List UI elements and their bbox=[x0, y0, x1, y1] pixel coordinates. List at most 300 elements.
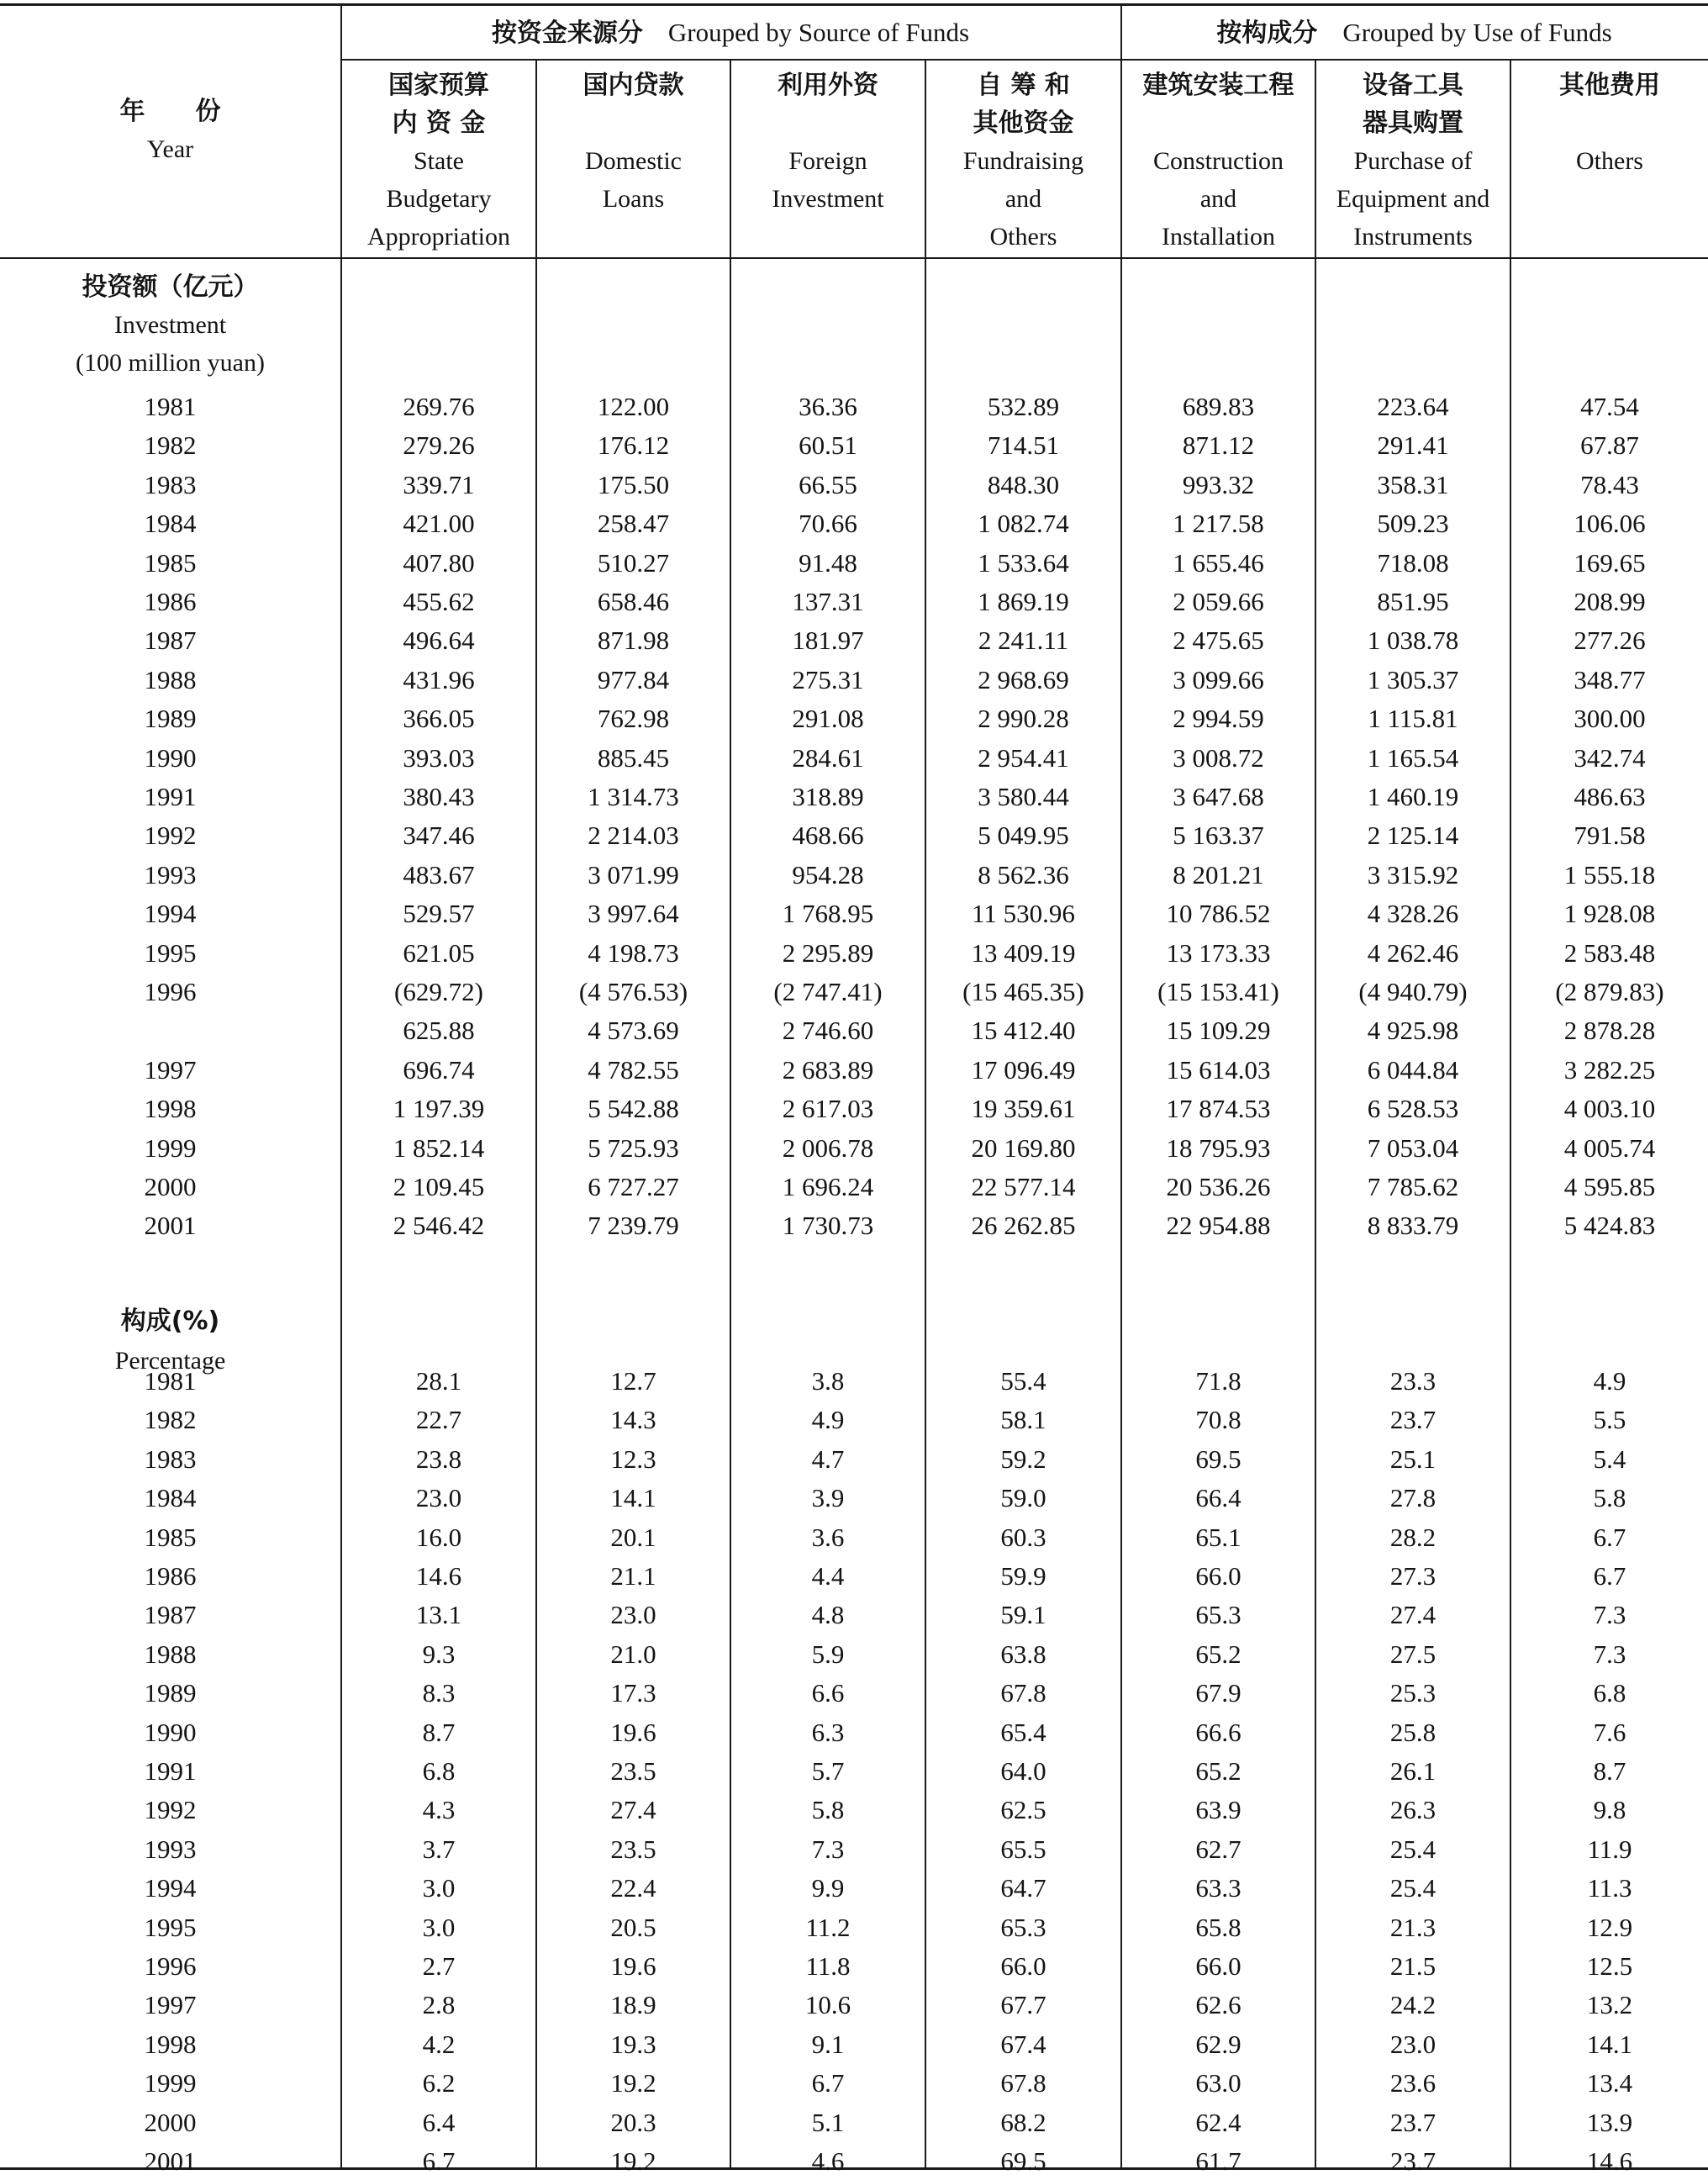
table-cell: 23.5 bbox=[610, 1834, 656, 1864]
table-cell: 2 968.69 bbox=[978, 664, 1069, 694]
table-cell: 5 049.95 bbox=[978, 821, 1069, 851]
table-cell: 66.0 bbox=[1195, 1561, 1241, 1591]
table-cell: 26 262.85 bbox=[971, 1211, 1076, 1241]
column-header-en: Equipment and bbox=[1336, 185, 1490, 213]
table-cell: 284.61 bbox=[792, 742, 864, 773]
table-cell: 15 109.29 bbox=[1166, 1016, 1271, 1046]
row-year: 1990 bbox=[144, 1717, 197, 1747]
table-cell: 339.71 bbox=[403, 469, 475, 499]
table-cell: 13.4 bbox=[1586, 2068, 1633, 2098]
table-cell: 2 683.89 bbox=[782, 1054, 874, 1085]
table-cell: 65.5 bbox=[1000, 1834, 1046, 1864]
table-cell: 25.8 bbox=[1389, 1717, 1437, 1747]
row-year: 2000 bbox=[144, 2107, 197, 2137]
table-cell: 1 038.78 bbox=[1367, 625, 1459, 656]
table-cell: 20.5 bbox=[610, 1912, 656, 1942]
row-year: 1997 bbox=[144, 1990, 197, 2020]
row-year: 1986 bbox=[144, 1561, 197, 1591]
table-cell: 421.00 bbox=[403, 509, 475, 539]
group-header-rule bbox=[340, 59, 1708, 61]
table-cell: 25.4 bbox=[1389, 1834, 1437, 1864]
table-cell: 6.2 bbox=[422, 2068, 456, 2098]
table-cell: 14.3 bbox=[610, 1405, 656, 1435]
table-cell: 1 197.39 bbox=[393, 1094, 485, 1124]
table-cell: 55.4 bbox=[1000, 1366, 1046, 1396]
column-header-zh: 自 筹 和 bbox=[977, 71, 1070, 100]
table-cell: 7 053.04 bbox=[1367, 1132, 1459, 1163]
table-cell: 28.1 bbox=[415, 1366, 462, 1396]
table-cell: 11.9 bbox=[1587, 1834, 1632, 1864]
table-cell: 658.46 bbox=[597, 587, 670, 616]
table-cell: 15 412.40 bbox=[971, 1016, 1076, 1046]
row-year: 1983 bbox=[144, 1444, 197, 1474]
table-cell: 1 869.19 bbox=[978, 587, 1069, 616]
table-cell: 5.5 bbox=[1593, 1405, 1626, 1435]
table-cell: 5 725.93 bbox=[588, 1132, 679, 1163]
table-cell: 8 201.21 bbox=[1173, 859, 1264, 889]
table-cell: 885.45 bbox=[597, 742, 670, 773]
table-cell: 3 071.99 bbox=[588, 859, 679, 889]
table-cell: 67.8 bbox=[1000, 1678, 1046, 1708]
table-cell: 2 990.28 bbox=[978, 704, 1069, 734]
column-header-zh: 内 资 金 bbox=[392, 108, 486, 138]
table-cell: 1 768.95 bbox=[782, 899, 874, 929]
table-cell: 13.2 bbox=[1586, 1990, 1633, 2020]
table-cell: 5.8 bbox=[811, 1795, 845, 1825]
table-cell: 62.5 bbox=[1000, 1795, 1046, 1825]
header-bottom-rule bbox=[0, 257, 1708, 259]
table-cell: 366.05 bbox=[403, 704, 475, 734]
table-cell: 3 315.92 bbox=[1367, 859, 1459, 889]
row-year: 1986 bbox=[144, 587, 197, 616]
table-cell: 977.84 bbox=[597, 664, 670, 694]
table-cell: 26.1 bbox=[1389, 1756, 1437, 1786]
table-cell: 65.2 bbox=[1195, 1756, 1241, 1786]
table-cell: 5 424.83 bbox=[1563, 1211, 1656, 1241]
row-year: 1993 bbox=[144, 1834, 197, 1864]
table-cell: 64.7 bbox=[1000, 1873, 1046, 1903]
row-year: 1992 bbox=[144, 1795, 197, 1825]
table-cell: 300.00 bbox=[1574, 704, 1646, 734]
group-header-zh: 按构成分 bbox=[1216, 18, 1318, 48]
table-cell: 27.5 bbox=[1389, 1639, 1437, 1669]
table-cell: 347.46 bbox=[403, 821, 475, 851]
table-cell: 3.7 bbox=[422, 1834, 456, 1864]
section-title-zh: 投资额（亿元） bbox=[82, 272, 259, 302]
table-cell: 68.2 bbox=[1000, 2107, 1046, 2137]
column-header-en: Instruments bbox=[1353, 223, 1473, 251]
table-cell: 65.2 bbox=[1195, 1639, 1241, 1669]
column-header-en: Fundraising bbox=[962, 147, 1084, 175]
table-cell: 23.6 bbox=[1389, 2068, 1437, 2098]
table-cell: 176.12 bbox=[597, 430, 670, 461]
table-cell: 2 295.89 bbox=[782, 937, 874, 968]
table-cell: (15 153.41) bbox=[1157, 977, 1279, 1006]
table-cell: 8 833.79 bbox=[1367, 1211, 1459, 1241]
table-top-rule bbox=[0, 3, 1708, 6]
column-header-zh: 设备工具 bbox=[1363, 71, 1463, 100]
row-year: 1982 bbox=[144, 1405, 197, 1435]
table-cell: 4.2 bbox=[422, 2029, 456, 2059]
column-header-zh: 建筑安装工程 bbox=[1142, 71, 1294, 100]
table-cell: 4.6 bbox=[811, 2146, 845, 2176]
row-year: 1981 bbox=[144, 392, 197, 421]
row-year: 2001 bbox=[144, 2146, 197, 2176]
table-cell: 6.7 bbox=[1593, 1522, 1626, 1552]
table-cell: 7.3 bbox=[1593, 1639, 1626, 1669]
column-header-en: Installation bbox=[1162, 223, 1275, 251]
table-cell: 19.2 bbox=[610, 2146, 656, 2176]
table-cell: 64.0 bbox=[1000, 1756, 1046, 1786]
table-cell: 21.5 bbox=[1389, 1951, 1437, 1981]
table-cell: 17 874.53 bbox=[1166, 1094, 1271, 1124]
table-cell: 9.9 bbox=[811, 1873, 845, 1903]
table-cell: 358.31 bbox=[1377, 469, 1449, 499]
table-cell: 9.1 bbox=[811, 2029, 845, 2059]
table-cell: 510.27 bbox=[597, 547, 670, 578]
row-year: 1987 bbox=[144, 1600, 197, 1630]
table-cell: 4 595.85 bbox=[1563, 1172, 1656, 1201]
row-year: 1998 bbox=[144, 2029, 197, 2059]
table-cell: 848.30 bbox=[987, 469, 1060, 499]
table-cell: 2 954.41 bbox=[978, 742, 1069, 773]
table-cell: 5 163.37 bbox=[1173, 821, 1264, 851]
table-cell: 67.9 bbox=[1195, 1678, 1241, 1708]
row-year: 1995 bbox=[144, 937, 197, 968]
table-cell: 2 746.60 bbox=[782, 1016, 874, 1046]
table-cell: 22.7 bbox=[415, 1405, 462, 1435]
table-cell: 62.6 bbox=[1195, 1990, 1241, 2020]
table-cell: 1 314.73 bbox=[588, 782, 679, 811]
table-cell: 67.8 bbox=[1000, 2068, 1046, 2098]
column-header-en: Others bbox=[989, 223, 1057, 251]
table-cell: 21.0 bbox=[610, 1639, 656, 1669]
table-cell: 26.3 bbox=[1389, 1795, 1437, 1825]
table-cell: 4.7 bbox=[811, 1444, 845, 1474]
table-cell: 25.4 bbox=[1389, 1873, 1437, 1903]
table-cell: 762.98 bbox=[597, 704, 670, 734]
table-cell: 69.5 bbox=[1195, 1444, 1241, 1474]
table-cell: 4.4 bbox=[811, 1561, 845, 1591]
table-cell: 4 925.98 bbox=[1367, 1016, 1459, 1046]
table-cell: 2 583.48 bbox=[1563, 937, 1656, 968]
table-cell: 169.65 bbox=[1574, 547, 1646, 578]
table-cell: 61.7 bbox=[1195, 2146, 1241, 2176]
row-year: 1995 bbox=[144, 1912, 197, 1942]
column-header-en: Budgetary bbox=[386, 185, 492, 213]
row-year: 1994 bbox=[144, 1873, 197, 1903]
table-cell: 13.9 bbox=[1586, 2107, 1633, 2137]
table-cell: 59.1 bbox=[1000, 1600, 1046, 1630]
table-cell: 27.4 bbox=[610, 1795, 656, 1825]
table-cell: 6.3 bbox=[811, 1717, 845, 1747]
table-cell: 25.1 bbox=[1389, 1444, 1437, 1474]
table-cell: 12.5 bbox=[1586, 1951, 1633, 1981]
row-year: 1997 bbox=[144, 1054, 197, 1085]
row-year: 2001 bbox=[144, 1211, 197, 1241]
table-cell: 1 928.08 bbox=[1563, 899, 1656, 929]
table-cell: 342.74 bbox=[1574, 742, 1646, 773]
table-cell: 532.89 bbox=[987, 392, 1060, 421]
table-cell: 5.4 bbox=[1593, 1444, 1626, 1474]
table-cell: 60.3 bbox=[1000, 1522, 1046, 1552]
table-cell: 8.3 bbox=[422, 1678, 456, 1708]
column-header-en: Construction bbox=[1153, 147, 1284, 175]
table-cell: 19.3 bbox=[610, 2029, 656, 2059]
table-cell: 4 328.26 bbox=[1367, 899, 1459, 929]
table-cell: 5 542.88 bbox=[588, 1094, 679, 1124]
column-header-en: Domestic bbox=[585, 147, 682, 175]
table-cell: 11.2 bbox=[805, 1912, 851, 1942]
row-year: 1981 bbox=[144, 1366, 197, 1396]
table-cell: 851.95 bbox=[1377, 587, 1449, 616]
table-cell: 78.43 bbox=[1580, 469, 1639, 499]
column-header-zh: 其他费用 bbox=[1559, 71, 1660, 100]
table-cell: 19.6 bbox=[610, 1717, 656, 1747]
table-cell: 62.7 bbox=[1195, 1834, 1241, 1864]
table-cell: 3.0 bbox=[422, 1873, 456, 1903]
table-cell: 23.0 bbox=[415, 1483, 462, 1513]
table-cell: 718.08 bbox=[1377, 547, 1449, 578]
table-cell: 10 786.52 bbox=[1166, 899, 1271, 929]
table-cell: 3.9 bbox=[811, 1483, 845, 1513]
group-header bbox=[1120, 14, 1708, 55]
table-cell: 529.57 bbox=[403, 899, 475, 929]
table-cell: 696.74 bbox=[403, 1054, 475, 1085]
group-header-en: Grouped by Use of Funds bbox=[1342, 18, 1612, 47]
section-title-en: (100 million yuan) bbox=[76, 349, 265, 377]
table-cell: 65.3 bbox=[1000, 1912, 1046, 1942]
table-cell: 13.1 bbox=[415, 1600, 462, 1630]
table-cell: 275.31 bbox=[792, 664, 864, 694]
table-cell: 2 241.11 bbox=[978, 625, 1069, 656]
table-cell: 496.64 bbox=[403, 625, 475, 656]
table-cell: 18.9 bbox=[610, 1990, 656, 2020]
row-year: 1996 bbox=[144, 1951, 197, 1981]
row-year: 1999 bbox=[144, 2068, 197, 2098]
year-header-zh: 年 份 bbox=[119, 97, 221, 126]
table-cell: 4 005.74 bbox=[1563, 1132, 1656, 1163]
table-cell: 5.9 bbox=[811, 1639, 845, 1669]
table-cell: 65.8 bbox=[1195, 1912, 1241, 1942]
table-cell: (2 747.41) bbox=[773, 977, 883, 1006]
column-header-en: Others bbox=[1576, 147, 1643, 175]
group-header-zh: 按资金来源分 bbox=[491, 18, 643, 48]
table-cell: 22 577.14 bbox=[971, 1172, 1076, 1201]
table-cell: 4.8 bbox=[811, 1600, 845, 1630]
table-cell: 7.3 bbox=[1593, 1600, 1626, 1630]
row-year: 1982 bbox=[144, 430, 197, 461]
table-cell: 6.7 bbox=[811, 2068, 845, 2098]
table-cell: 993.32 bbox=[1182, 469, 1255, 499]
table-cell: 175.50 bbox=[597, 469, 670, 499]
row-year: 1994 bbox=[144, 899, 197, 929]
column-header-zh: 国内贷款 bbox=[583, 71, 684, 100]
table-cell: 1 115.81 bbox=[1368, 704, 1458, 734]
row-year: 1985 bbox=[144, 1522, 197, 1552]
table-cell: 63.0 bbox=[1195, 2068, 1241, 2098]
table-cell: 509.23 bbox=[1377, 509, 1449, 539]
table-cell: 5.7 bbox=[811, 1756, 845, 1786]
row-year: 1996 bbox=[144, 977, 197, 1006]
table-cell: 2 475.65 bbox=[1173, 625, 1264, 656]
table-cell: 65.4 bbox=[1000, 1717, 1046, 1747]
table-cell: 23.0 bbox=[610, 1600, 656, 1630]
table-cell: 7.6 bbox=[1593, 1717, 1626, 1747]
table-cell: 8 562.36 bbox=[978, 859, 1069, 889]
table-cell: 60.51 bbox=[799, 430, 857, 461]
table-cell: 1 655.46 bbox=[1173, 547, 1264, 578]
table-cell: 291.08 bbox=[792, 704, 864, 734]
table-cell: 2 059.66 bbox=[1173, 587, 1264, 616]
table-cell: 208.99 bbox=[1574, 587, 1646, 616]
section-title-en: Percentage bbox=[114, 1347, 226, 1375]
table-cell: 71.8 bbox=[1195, 1366, 1241, 1396]
row-year: 2000 bbox=[144, 1172, 197, 1201]
table-cell: 59.0 bbox=[1000, 1483, 1046, 1513]
table-cell: 318.89 bbox=[792, 782, 864, 811]
table-cell: 258.47 bbox=[597, 509, 670, 539]
table-cell: 431.96 bbox=[403, 664, 475, 694]
table-cell: 4.9 bbox=[1593, 1366, 1626, 1396]
table-cell: 14.1 bbox=[610, 1483, 656, 1513]
table-cell: 58.1 bbox=[1000, 1405, 1046, 1435]
table-cell: 2.7 bbox=[422, 1951, 456, 1981]
table-cell: 2 994.59 bbox=[1173, 704, 1264, 734]
table-cell: 23.7 bbox=[1389, 1405, 1437, 1435]
table-cell: 67.87 bbox=[1580, 430, 1639, 461]
table-cell: 468.66 bbox=[792, 821, 864, 851]
table-cell: 13 409.19 bbox=[971, 937, 1076, 968]
table-cell: 2 006.78 bbox=[782, 1132, 874, 1163]
table-cell: 62.4 bbox=[1195, 2107, 1241, 2137]
table-cell: 66.55 bbox=[799, 469, 857, 499]
table-cell: 348.77 bbox=[1574, 664, 1646, 694]
table-cell: 625.88 bbox=[403, 1016, 475, 1046]
table-cell: 8.7 bbox=[1593, 1756, 1626, 1786]
table-cell: 63.9 bbox=[1195, 1795, 1241, 1825]
row-year: 1990 bbox=[144, 742, 197, 773]
column-header-en: and bbox=[1004, 185, 1042, 213]
table-cell: 19.2 bbox=[610, 2068, 656, 2098]
table-cell: 28.2 bbox=[1389, 1522, 1437, 1552]
table-cell: 871.12 bbox=[1182, 430, 1255, 461]
row-year: 1984 bbox=[144, 1483, 197, 1513]
table-cell: 4 782.55 bbox=[588, 1054, 679, 1085]
table-cell: 12.7 bbox=[610, 1366, 656, 1396]
column-header-en: Investment bbox=[772, 185, 884, 213]
table-cell: 20 169.80 bbox=[971, 1132, 1076, 1163]
table-cell: 36.36 bbox=[799, 392, 857, 421]
table-cell: 67.4 bbox=[1000, 2029, 1046, 2059]
row-year: 1998 bbox=[144, 1094, 197, 1124]
table-cell: 954.28 bbox=[792, 859, 864, 889]
table-cell: 63.8 bbox=[1000, 1639, 1046, 1669]
table-cell: 137.31 bbox=[792, 587, 864, 616]
table-cell: 14.6 bbox=[415, 1561, 462, 1591]
table-cell: 13 173.33 bbox=[1166, 937, 1271, 968]
table-cell: 277.26 bbox=[1574, 625, 1646, 656]
table-cell: 1 082.74 bbox=[978, 509, 1069, 539]
column-header-en: State bbox=[414, 147, 464, 175]
table-cell: 21.3 bbox=[1389, 1912, 1437, 1942]
table-cell: 12.9 bbox=[1586, 1912, 1633, 1942]
table-cell: 17.3 bbox=[610, 1678, 656, 1708]
table-cell: 6 044.84 bbox=[1367, 1054, 1459, 1085]
table-cell: 62.9 bbox=[1195, 2029, 1241, 2059]
row-year: 1988 bbox=[144, 1639, 197, 1669]
table-cell: 279.26 bbox=[403, 430, 475, 461]
group-header bbox=[340, 14, 1120, 55]
table-cell: 6.7 bbox=[422, 2146, 456, 2176]
table-cell: 483.67 bbox=[403, 859, 475, 889]
table-cell: 23.3 bbox=[1389, 1366, 1437, 1396]
table-cell: 11.3 bbox=[1587, 1873, 1632, 1903]
table-cell: 407.80 bbox=[403, 547, 475, 578]
table-cell: 1 852.14 bbox=[393, 1132, 485, 1163]
table-cell: 791.58 bbox=[1574, 821, 1646, 851]
table-cell: 65.1 bbox=[1195, 1522, 1241, 1552]
table-cell: 19.6 bbox=[610, 1951, 656, 1981]
table-cell: 22.4 bbox=[610, 1873, 656, 1903]
table-cell: 291.41 bbox=[1377, 430, 1449, 461]
table-cell: 59.2 bbox=[1000, 1444, 1046, 1474]
table-cell: 621.05 bbox=[403, 937, 475, 968]
table-cell: 2 617.03 bbox=[782, 1094, 874, 1124]
table-cell: 7.3 bbox=[811, 1834, 845, 1864]
table-cell: 16.0 bbox=[415, 1522, 462, 1552]
table-cell: 17 096.49 bbox=[971, 1054, 1076, 1085]
table-cell: 2 109.45 bbox=[393, 1172, 485, 1201]
table-cell: 23.7 bbox=[1389, 2146, 1437, 2176]
table-cell: 4.9 bbox=[811, 1405, 845, 1435]
table-cell: 3 997.64 bbox=[588, 899, 679, 929]
column-header-en: Purchase of bbox=[1353, 147, 1473, 175]
column-header-en: and bbox=[1199, 185, 1237, 213]
table-cell: 23.5 bbox=[610, 1756, 656, 1786]
table-cell: 23.7 bbox=[1389, 2107, 1437, 2137]
table-cell: 18 795.93 bbox=[1166, 1132, 1271, 1163]
table-cell: 6.8 bbox=[1593, 1678, 1626, 1708]
table-cell: 47.54 bbox=[1580, 392, 1639, 421]
table-cell: 12.3 bbox=[610, 1444, 656, 1474]
table-cell: 14.6 bbox=[1586, 2146, 1633, 2176]
table-cell: 66.0 bbox=[1195, 1951, 1241, 1981]
table-cell: 20.1 bbox=[610, 1522, 656, 1552]
column-header-zh: 器具购置 bbox=[1363, 108, 1463, 138]
section-title-zh: 构成(%) bbox=[120, 1306, 220, 1336]
table-cell: 5.1 bbox=[811, 2107, 845, 2137]
table-cell: 106.06 bbox=[1574, 509, 1646, 539]
table-cell: 3 647.68 bbox=[1173, 782, 1264, 811]
row-year: 1989 bbox=[144, 704, 197, 734]
table-cell: 2 214.03 bbox=[588, 821, 679, 851]
table-cell: 9.8 bbox=[1593, 1795, 1626, 1825]
table-cell: 269.76 bbox=[403, 392, 475, 421]
table-cell: 3.8 bbox=[811, 1366, 845, 1396]
table-cell: 91.48 bbox=[799, 547, 857, 578]
table-cell: 70.8 bbox=[1195, 1405, 1241, 1435]
table-cell: 27.8 bbox=[1389, 1483, 1437, 1513]
table-cell: (4 940.79) bbox=[1358, 977, 1468, 1006]
row-year: 1987 bbox=[144, 625, 197, 656]
table-cell: 2 546.42 bbox=[393, 1211, 485, 1241]
table-cell: (15 465.35) bbox=[962, 977, 1084, 1006]
table-cell: 59.9 bbox=[1000, 1561, 1046, 1591]
table-cell: 4 573.69 bbox=[588, 1016, 679, 1046]
table-cell: 21.1 bbox=[610, 1561, 656, 1591]
table-cell: 6 528.53 bbox=[1367, 1094, 1459, 1124]
